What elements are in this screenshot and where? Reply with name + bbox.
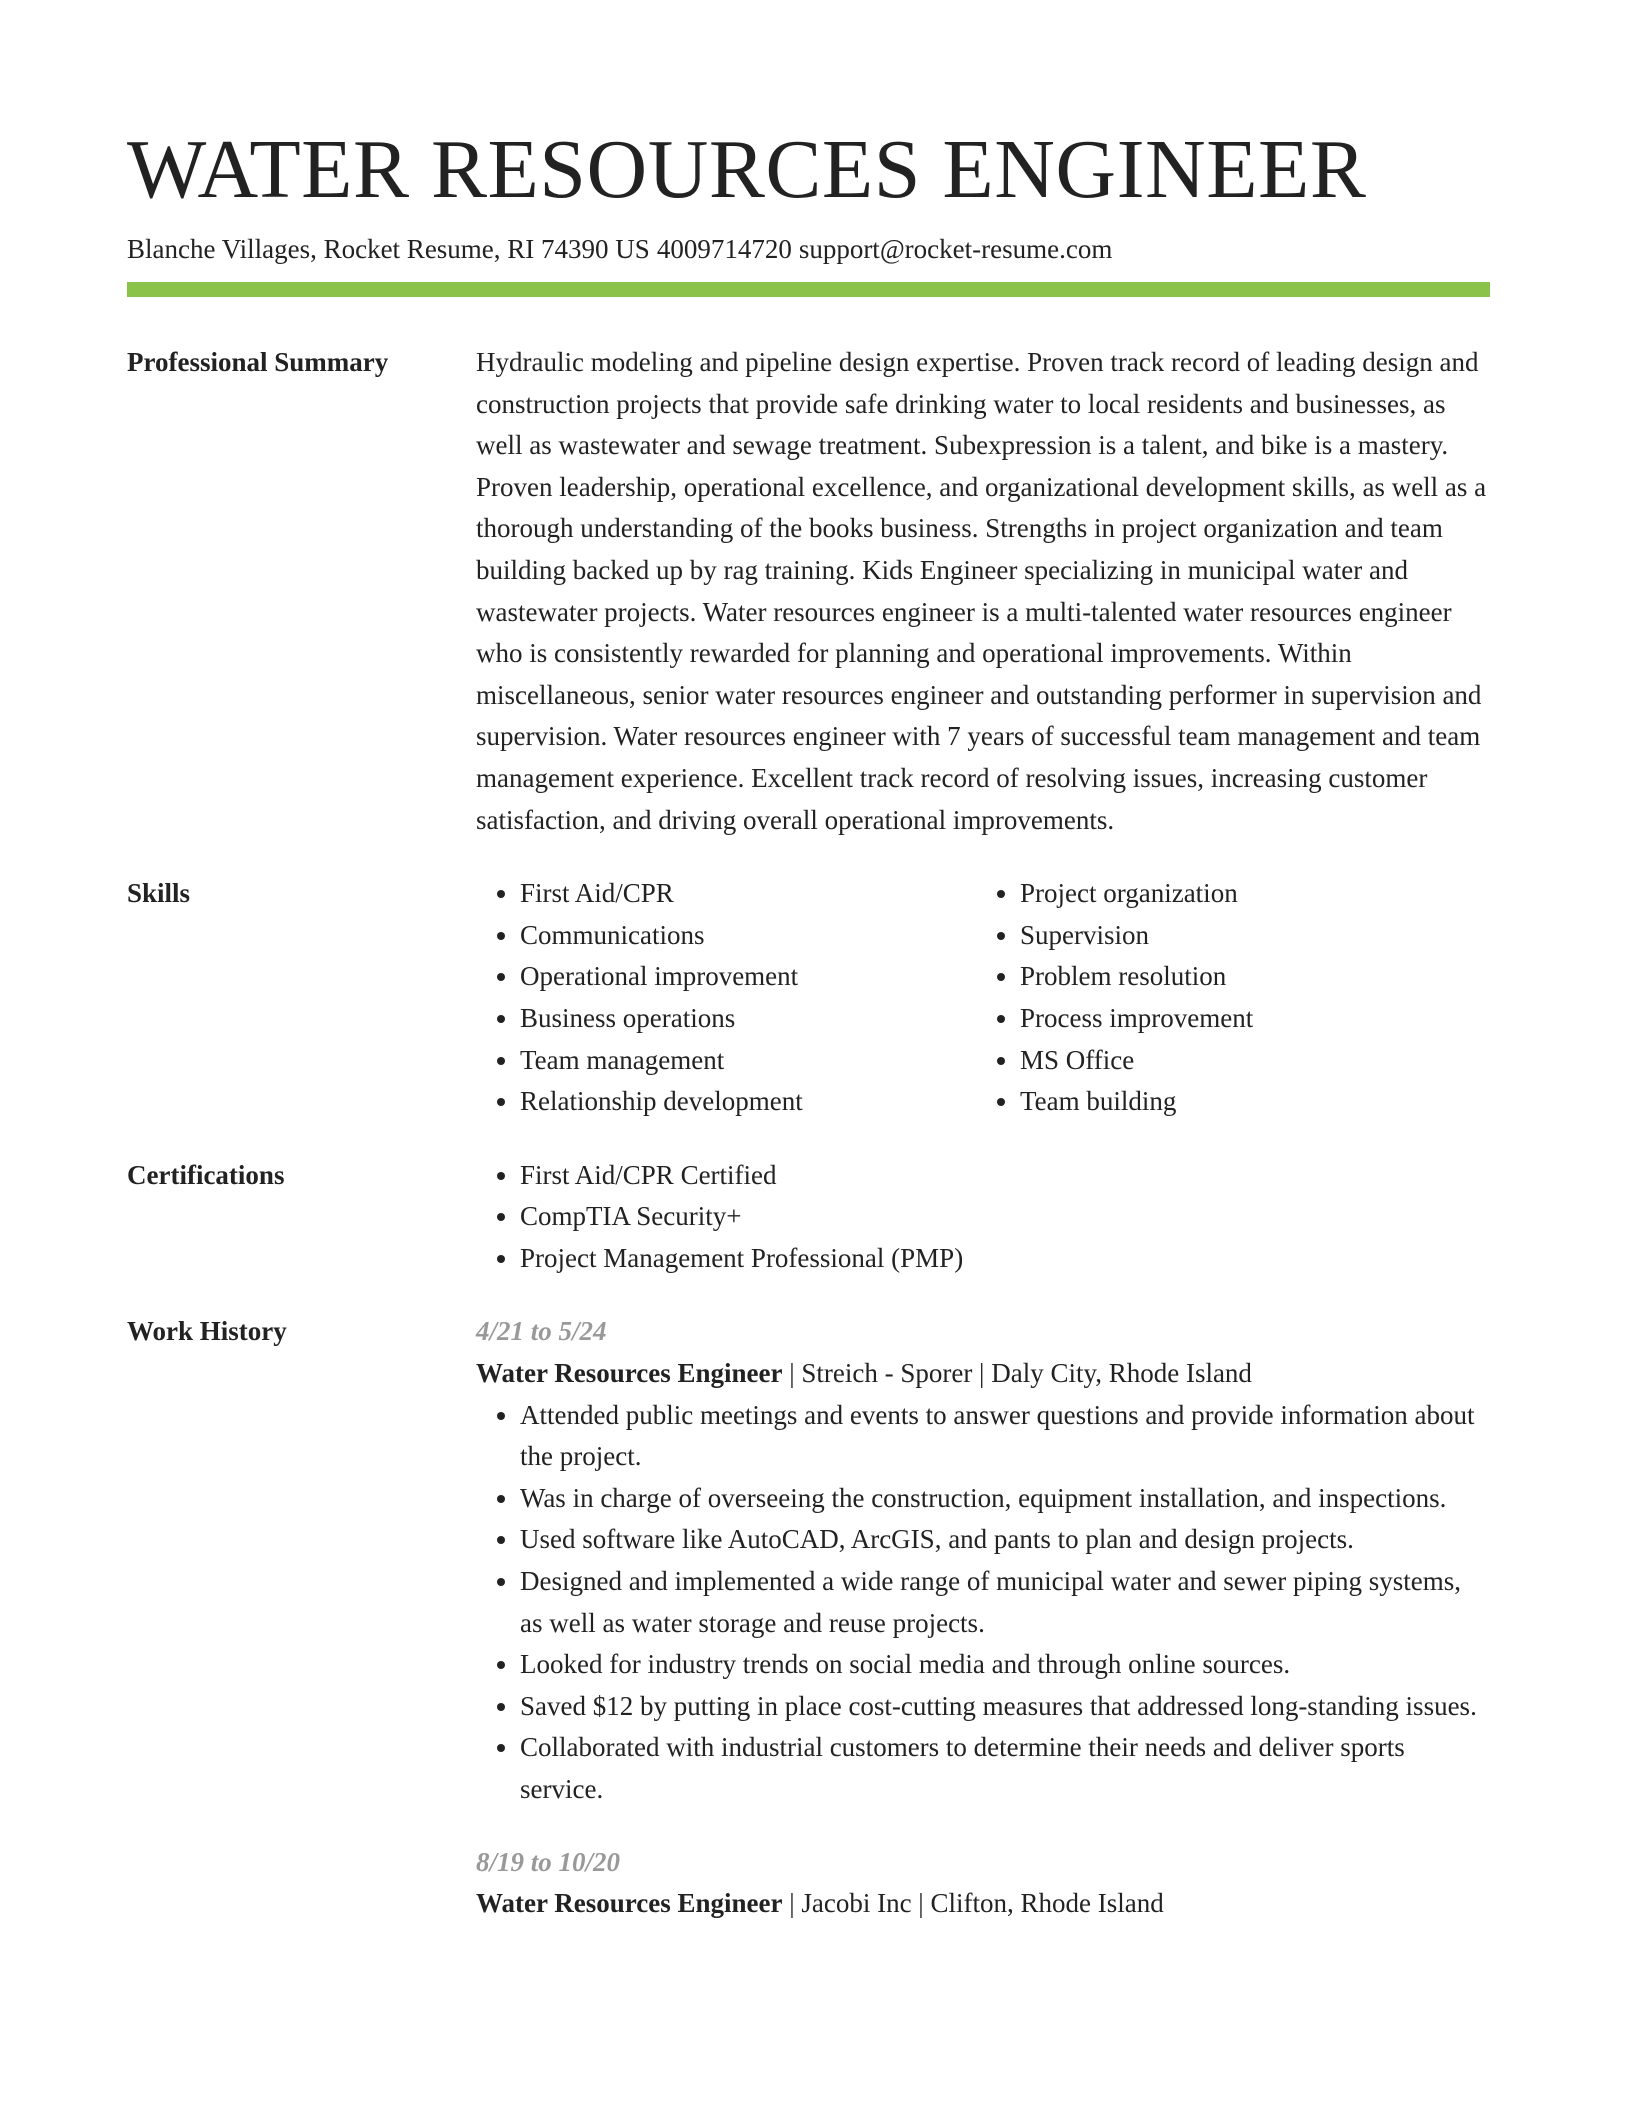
list-item: • Relationship development	[520, 1081, 1020, 1123]
list-item: • Business operations	[520, 998, 1020, 1040]
list-item: • Team management	[520, 1040, 1020, 1082]
certifications-list	[476, 1155, 1490, 1280]
contact-email[interactable]: support@rocket-resume.com	[798, 234, 1113, 264]
header-divider	[127, 282, 1490, 297]
list-item: • Looked for industry trends on social media and through online sources.	[520, 1644, 1490, 1686]
list-item: • Problem resolution	[1020, 956, 1520, 998]
list-item: • Used software like AutoCAD, ArcGIS, and pants to plan and design projects.	[520, 1519, 1490, 1561]
section-summary	[127, 342, 1490, 841]
list-item: • First Aid/CPR	[520, 873, 1020, 915]
section-skills	[127, 873, 1490, 1123]
list-item: • Designed and implemented a wide range of municipal water and sewer piping systems, as well as water storage and reuse projects.	[520, 1561, 1490, 1644]
job-entry	[476, 1842, 1490, 1925]
job-title: Water Resources Engineer	[476, 1358, 783, 1389]
list-item: • Was in charge of overseeing the construction, equipment installation, and inspections.	[520, 1478, 1490, 1520]
section-label-skills: Skills	[127, 878, 191, 909]
list-item: • Collaborated with industrial customers to determine their needs and deliver sports service.	[520, 1727, 1490, 1810]
list-item: • Attended public meetings and events to answer questions and provide information about the project.	[520, 1395, 1490, 1478]
job-dates: 4/21 to 5/24	[476, 1316, 607, 1347]
section-certifications	[127, 1155, 1490, 1280]
job-title: Water Resources Engineer	[476, 1888, 783, 1919]
list-item: • Operational improvement	[520, 956, 1020, 998]
job-entry	[476, 1311, 1490, 1810]
section-label-certifications: Certifications	[127, 1159, 285, 1190]
contact-phone: 4009714720	[656, 234, 792, 264]
job-heading	[476, 1883, 1490, 1925]
page-title: WATER RESOURCES ENGINEER	[127, 123, 1367, 216]
contact-line	[127, 232, 1490, 266]
list-item: • Saved $12 by putting in place cost-cutting measures that addressed long-standing issues.	[520, 1686, 1490, 1728]
section-work-history	[127, 1311, 1490, 1924]
job-dates: 8/19 to 10/20	[476, 1846, 621, 1877]
section-label-work-history: Work History	[127, 1316, 287, 1347]
list-item: • Communications	[520, 915, 1020, 957]
list-item: • MS Office	[1020, 1040, 1520, 1082]
list-item: • CompTIA Security+	[520, 1196, 1490, 1238]
list-item: • Project Management Professional (PMP)	[520, 1238, 1490, 1280]
list-item: • First Aid/CPR Certified	[520, 1155, 1490, 1197]
summary-text: Hydraulic modeling and pipeline design expertise. Proven track record of leading design and construction projects that provide safe drinking water to local residents and businesses, as well as wastewater and sewage treatment. Subexpression is a talent, and bike is a mastery. Proven leadership, operational excellence, and organizational development skills, as well as a thorough understanding of the books business. Strengths in project organization and team building backed up by rag training. Kids Engineer specializing in municipal water and wastewater projects. Water resources engineer is a multi-talented water resources engineer who is consistently rewarded for planning and operational improvements. Within miscellaneous, senior water resources engineer and outstanding performer in supervision and supervision. Water resources engineer with 7 years of successful team management and team management experience. Excellent track record of resolving issues, increasing customer satisfaction, and driving overall operational improvements.	[476, 347, 1487, 835]
list-item: • Process improvement	[1020, 998, 1520, 1040]
list-item: • Supervision	[1020, 915, 1520, 957]
contact-address: Blanche Villages, Rocket Resume, RI 74390 US	[127, 234, 650, 264]
section-label-summary: Professional Summary	[127, 347, 389, 377]
job-bullets	[476, 1395, 1490, 1811]
skills-list-right	[976, 873, 1520, 1123]
list-item: • Project organization	[1020, 873, 1520, 915]
list-item: • Team building	[1020, 1081, 1520, 1123]
resume-page	[127, 120, 1490, 1925]
job-heading	[476, 1353, 1490, 1395]
job-details: | Jacobi Inc | Clifton, Rhode Island	[782, 1888, 1164, 1919]
job-details: | Streich - Sporer | Daly City, Rhode Island	[782, 1358, 1252, 1389]
skills-list-left	[476, 873, 1020, 1123]
